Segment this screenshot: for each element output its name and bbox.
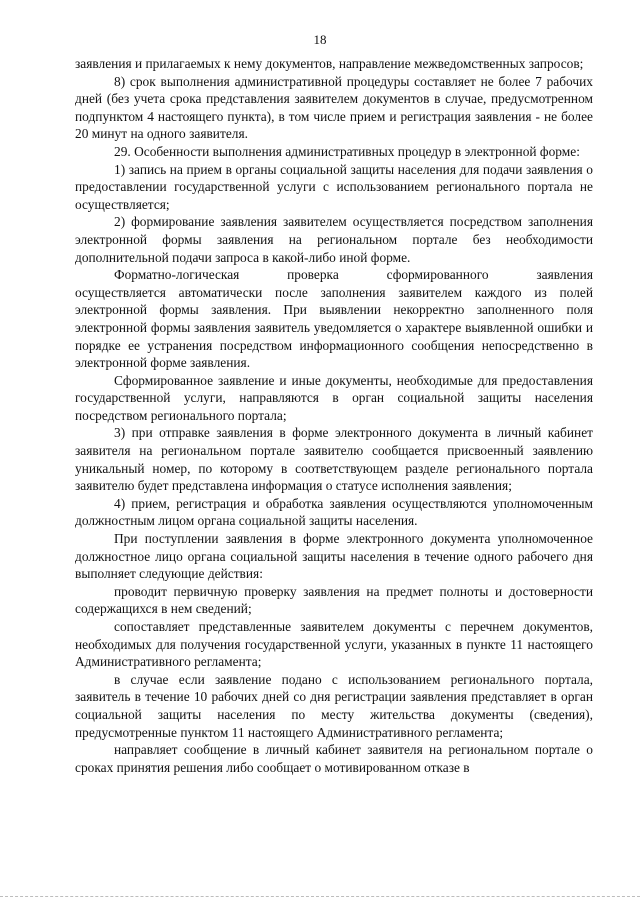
paragraph: заявления и прилагаемых к нему документов, направление межведомственных запросов;: [75, 56, 584, 71]
paragraph: 1) запись на прием в органы социальной защиты населения для подачи заявления о предоставлении государственной услуги с использованием регионального портала не осуществляется;: [75, 161, 593, 212]
paragraph: в случае если заявление подано с использованием регионального портала, заявитель в течение 10 рабочих дней со дня регистрации заявления представляет в орган социальной защиты населения по месту жительства документы (сведения), предусмотренные пунктом 11 настоящего Административного регламента;: [75, 671, 593, 740]
paragraph: 2) формирование заявления заявителем осуществляется посредством заполнения электронной формы заявления на региональном портале без необходимости дополнительной подачи запроса в какой-либо иной форме.: [75, 214, 593, 265]
paragraph: 4) прием, регистрация и обработка заявления осуществляются уполномоченным должностным лицом органа социальной защиты населения.: [75, 495, 593, 529]
page-number: 18: [313, 32, 327, 47]
paragraph: Форматно-логическая проверка сформированного заявления: [114, 267, 593, 283]
paragraph: При поступлении заявления в форме электронного документа уполномоченное должностное лицо органа социальной защиты населения в течение одного рабочего дня выполняет следующие действия:: [75, 531, 593, 582]
document-body: [75, 55, 593, 776]
scan-edge-divider: [0, 896, 640, 897]
paragraph: сопоставляет представленные заявителем документы с перечнем документов, необходимых для получения государственной услуги, указанных в пункте 11 настоящего Административного регламента;: [75, 619, 593, 670]
paragraph: 3) при отправке заявления в форме электронного документа в личный кабинет заявителя на региональном портале заявителю сообщается присвоенный заявлению уникальный номер, по которому в соответствующем разделе регионального портала заявителю будет представлена информация о статусе исполнения заявления;: [75, 425, 593, 494]
paragraph: направляет сообщение в личный кабинет заявителя на региональном портале о сроках принятия решения либо сообщает о мотивированном отказе в: [75, 742, 593, 775]
paragraph: осуществляется автоматически после заполнения заявителем каждого из полей электронной формы заявления. При выявлении некорректно заполненного поля электронной формы заявления заявитель уведомляется о характере выявленной ошибки и порядке ее устранения посредством информационного сообщения непосредственно в электронной форме заявления.: [75, 284, 593, 371]
paragraph: Сформированное заявление и иные документы, необходимые для предоставления государственной услуги, направляются в орган социальной защиты населения посредством регионального портала;: [75, 372, 593, 423]
paragraph: 8) срок выполнения административной процедуры составляет не более 7 рабочих дней (без учета срока представления заявителем документов в случае, предусмотренном подпунктом 4 настоящего пункта), в том числе прием и регистрация заявления - не более 20 минут на одного заявителя.: [75, 73, 593, 142]
paragraph: проводит первичную проверку заявления на предмет полноты и достоверности содержащихся в нем сведений;: [75, 583, 593, 617]
paragraph: 29. Особенности выполнения административных процедур в электронной форме:: [114, 143, 580, 159]
